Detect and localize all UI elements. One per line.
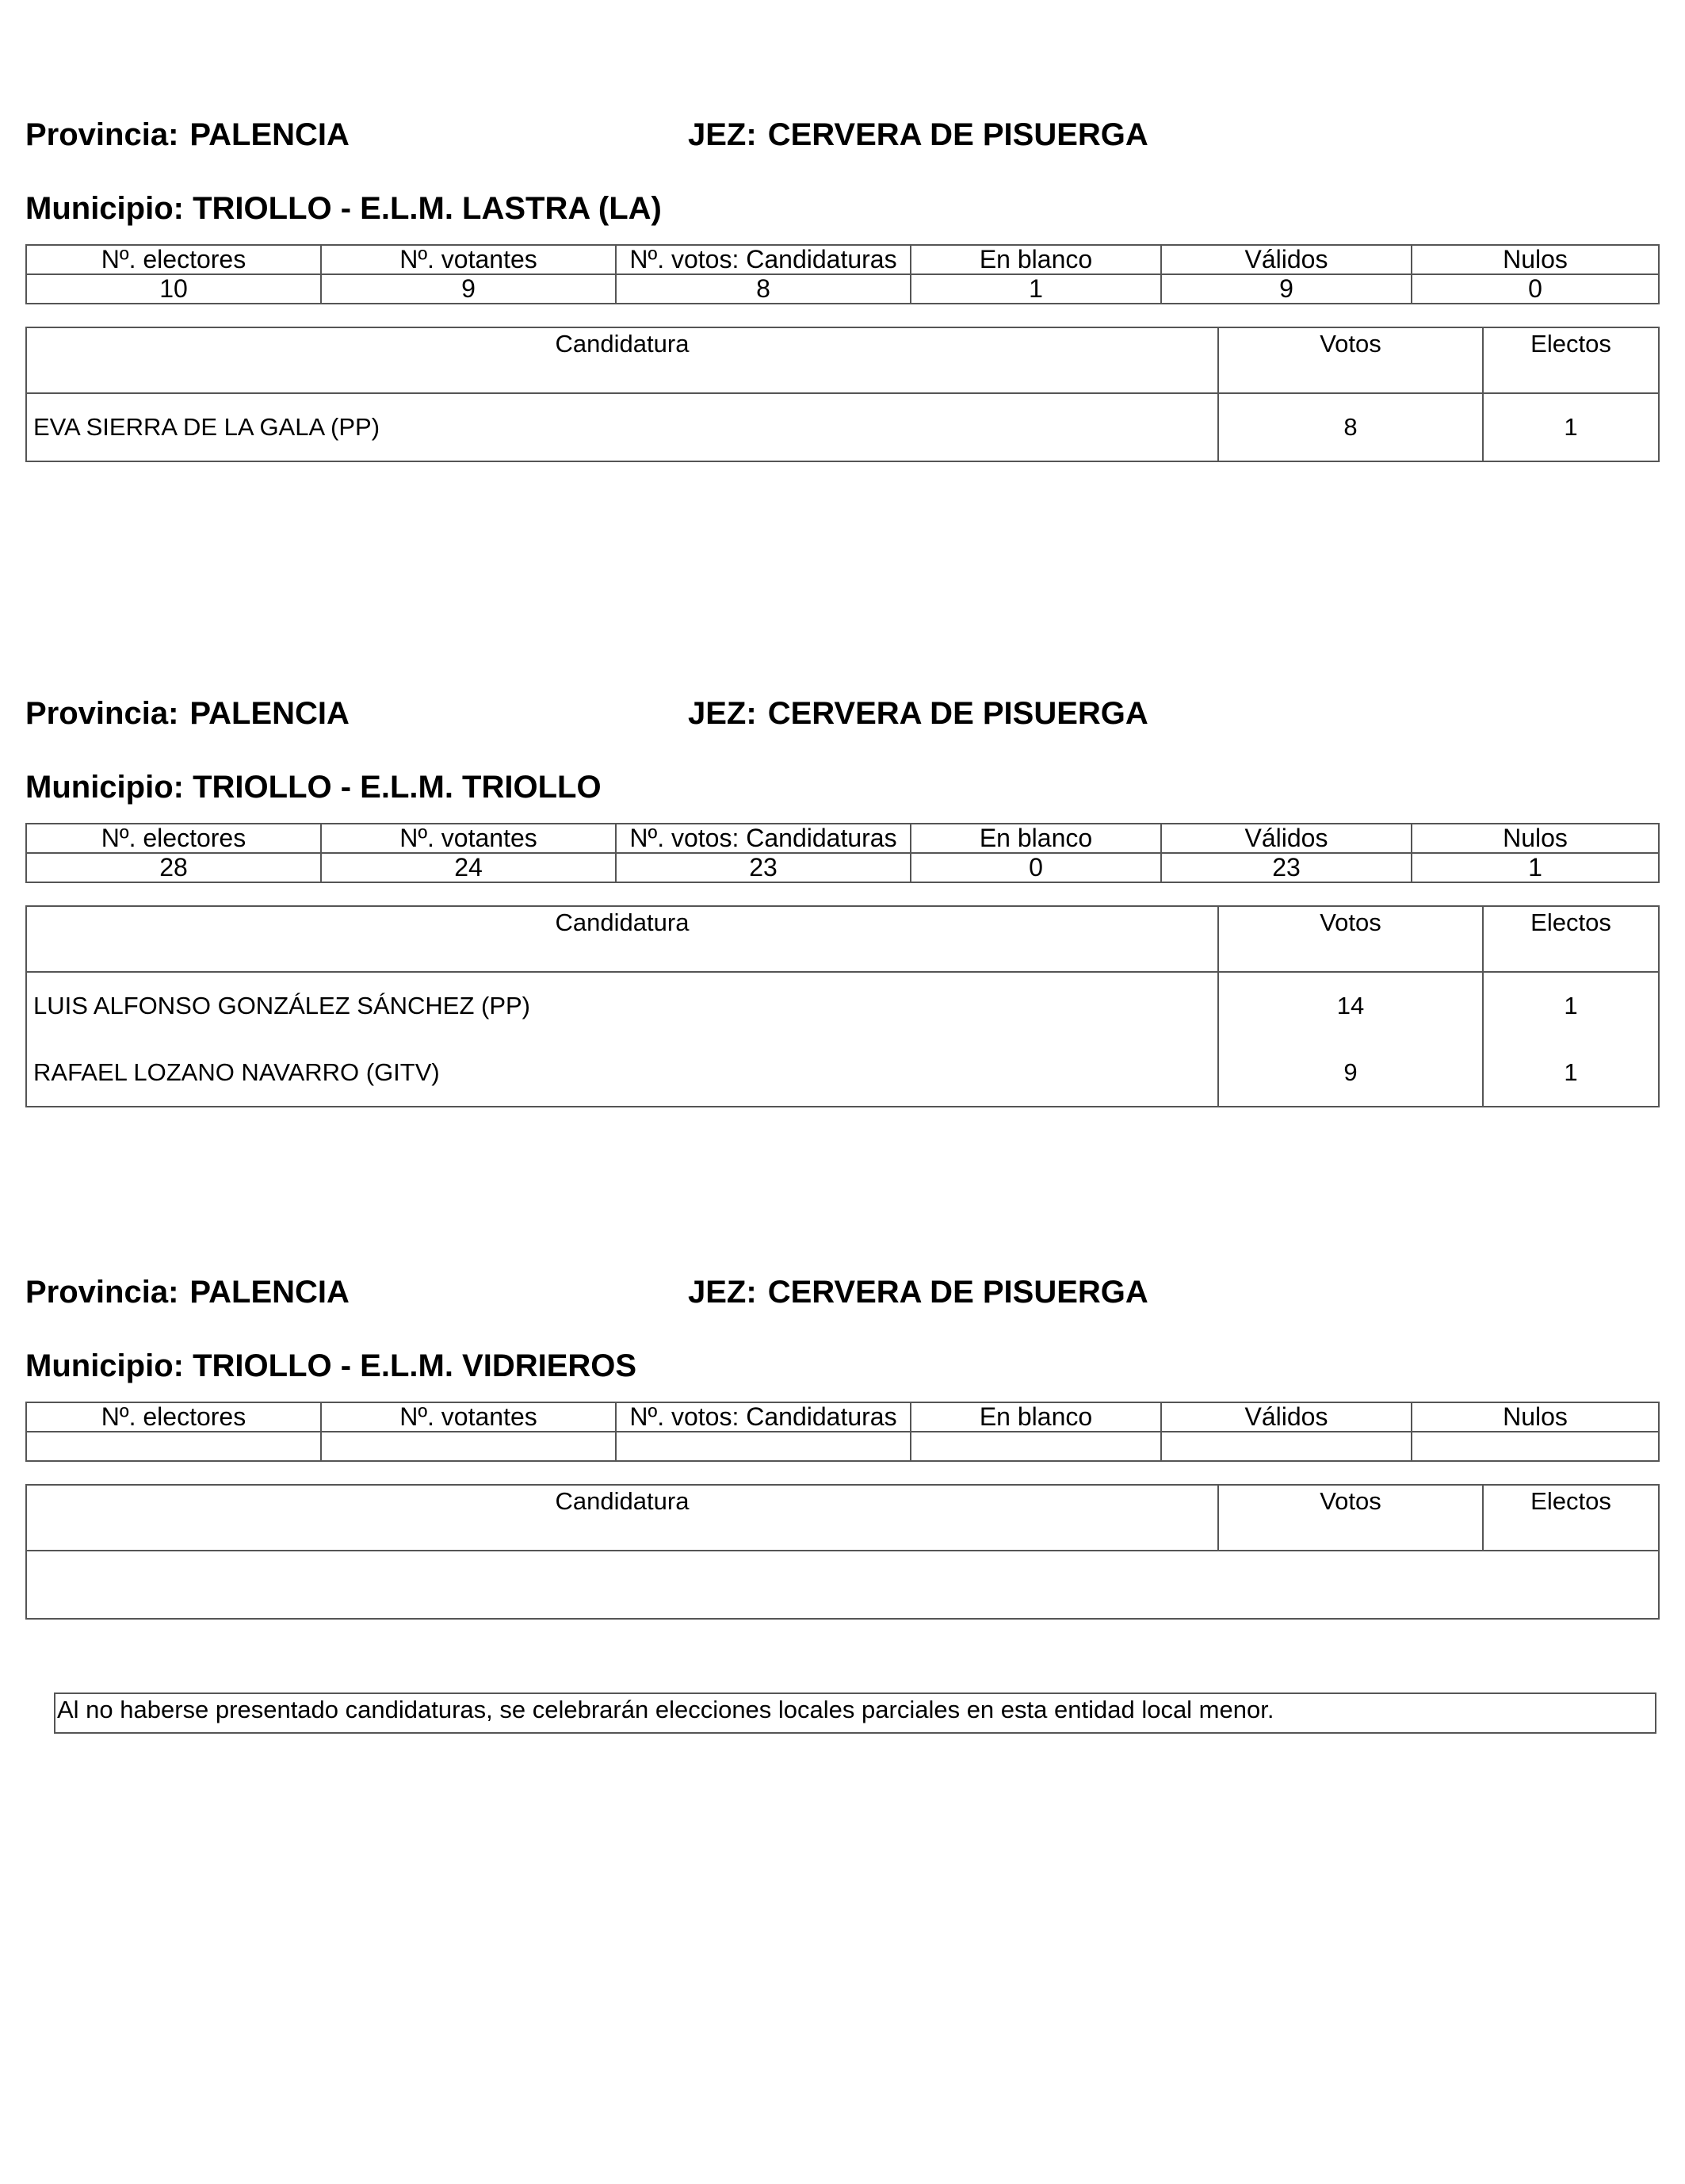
table-row (26, 1039, 1659, 1107)
province-value: PALENCIA (189, 117, 350, 152)
stats-header-row (26, 1402, 1659, 1432)
stats-value-row (26, 853, 1659, 882)
stats-table (25, 1402, 1660, 1462)
stats-table (25, 823, 1660, 883)
header-electos: Electos (1483, 1485, 1659, 1551)
province-value: PALENCIA (189, 1275, 350, 1310)
stats-table (25, 244, 1660, 304)
header-votos: Votos (1218, 327, 1483, 393)
header-votantes: Nº. votantes (321, 1402, 616, 1432)
header-nulos: Nulos (1412, 245, 1659, 274)
table-row (26, 972, 1659, 1039)
empty-candidates-cell (26, 1551, 1659, 1619)
candidates-table (25, 327, 1660, 462)
candidate-electos: 1 (1483, 972, 1659, 1039)
table-row-empty (26, 1551, 1659, 1619)
municipio-title: Municipio: TRIOLLO - E.L.M. TRIOLLO (25, 770, 602, 805)
province-row (25, 1268, 1658, 1316)
value-validos (1161, 1432, 1412, 1461)
value-validos: 23 (1161, 853, 1412, 882)
candidates-table (25, 1484, 1660, 1620)
value-en-blanco: 1 (911, 274, 1161, 304)
candidate-votos: 8 (1218, 393, 1483, 461)
value-en-blanco (911, 1432, 1161, 1461)
value-votos-candidaturas (616, 1432, 911, 1461)
province-row (25, 111, 1658, 159)
province: Provincia: PALENCIA (25, 117, 350, 152)
header-electores: Nº. electores (26, 245, 321, 274)
stats-header-row (26, 245, 1659, 274)
jez-value: CERVERA DE PISUERGA (767, 117, 1148, 152)
header-votos-candidaturas: Nº. votos: Candidaturas (616, 1402, 911, 1432)
value-en-blanco: 0 (911, 853, 1161, 882)
header-electores: Nº. electores (26, 1402, 321, 1432)
value-votos-candidaturas: 8 (616, 274, 911, 304)
section-triollo (0, 690, 1685, 1245)
header-electos: Electos (1483, 327, 1659, 393)
header-nulos: Nulos (1412, 824, 1659, 853)
notice-box: Al no haberse presentado candidaturas, se celebrarán elecciones locales parciales en esta entidad local menor. (54, 1693, 1656, 1734)
candidate-electos: 1 (1483, 393, 1659, 461)
value-electores: 10 (26, 274, 321, 304)
province-value: PALENCIA (189, 696, 350, 731)
candidates-table (25, 905, 1660, 1107)
municipio-title: Municipio: TRIOLLO - E.L.M. LASTRA (LA) (25, 191, 662, 226)
value-votantes: 9 (321, 274, 616, 304)
header-votantes: Nº. votantes (321, 824, 616, 853)
section-vidrieros (0, 1268, 1685, 1823)
province-row (25, 690, 1658, 737)
header-votantes: Nº. votantes (321, 245, 616, 274)
jez: JEZ: CERVERA DE PISUERGA (688, 696, 1148, 731)
value-votantes (321, 1432, 616, 1461)
jez: JEZ: CERVERA DE PISUERGA (688, 1275, 1148, 1310)
header-candidatura: Candidatura (26, 1485, 1218, 1551)
municipio-title: Municipio: TRIOLLO - E.L.M. VIDRIEROS (25, 1348, 637, 1383)
value-votantes: 24 (321, 853, 616, 882)
header-en-blanco: En blanco (911, 824, 1161, 853)
stats-header-row (26, 824, 1659, 853)
header-candidatura: Candidatura (26, 327, 1218, 393)
header-votos-candidaturas: Nº. votos: Candidaturas (616, 824, 911, 853)
jez: JEZ: CERVERA DE PISUERGA (688, 117, 1148, 152)
section-lastra (0, 111, 1685, 666)
header-en-blanco: En blanco (911, 245, 1161, 274)
header-electos: Electos (1483, 906, 1659, 972)
province: Provincia: PALENCIA (25, 696, 350, 731)
candidates-header-row (26, 1485, 1659, 1551)
value-validos: 9 (1161, 274, 1412, 304)
value-votos-candidaturas: 23 (616, 853, 911, 882)
table-row (26, 393, 1659, 461)
candidates-header-row (26, 906, 1659, 972)
header-en-blanco: En blanco (911, 1402, 1161, 1432)
header-nulos: Nulos (1412, 1402, 1659, 1432)
header-electores: Nº. electores (26, 824, 321, 853)
candidate-name: EVA SIERRA DE LA GALA (PP) (26, 393, 1218, 461)
header-validos: Válidos (1161, 245, 1412, 274)
header-candidatura: Candidatura (26, 906, 1218, 972)
candidate-votos: 9 (1218, 1039, 1483, 1107)
header-validos: Válidos (1161, 824, 1412, 853)
province: Provincia: PALENCIA (25, 1275, 350, 1310)
header-votos-candidaturas: Nº. votos: Candidaturas (616, 245, 911, 274)
header-votos: Votos (1218, 906, 1483, 972)
value-electores (26, 1432, 321, 1461)
value-nulos: 0 (1412, 274, 1659, 304)
candidate-name: LUIS ALFONSO GONZÁLEZ SÁNCHEZ (PP) (26, 972, 1218, 1039)
header-validos: Válidos (1161, 1402, 1412, 1432)
candidate-name: RAFAEL LOZANO NAVARRO (GITV) (26, 1039, 1218, 1107)
jez-value: CERVERA DE PISUERGA (767, 696, 1148, 731)
jez-value: CERVERA DE PISUERGA (767, 1275, 1148, 1310)
candidate-electos: 1 (1483, 1039, 1659, 1107)
value-nulos: 1 (1412, 853, 1659, 882)
value-nulos (1412, 1432, 1659, 1461)
value-electores: 28 (26, 853, 321, 882)
candidate-votos: 14 (1218, 972, 1483, 1039)
stats-value-row (26, 1432, 1659, 1461)
header-votos: Votos (1218, 1485, 1483, 1551)
candidates-header-row (26, 327, 1659, 393)
stats-value-row (26, 274, 1659, 304)
